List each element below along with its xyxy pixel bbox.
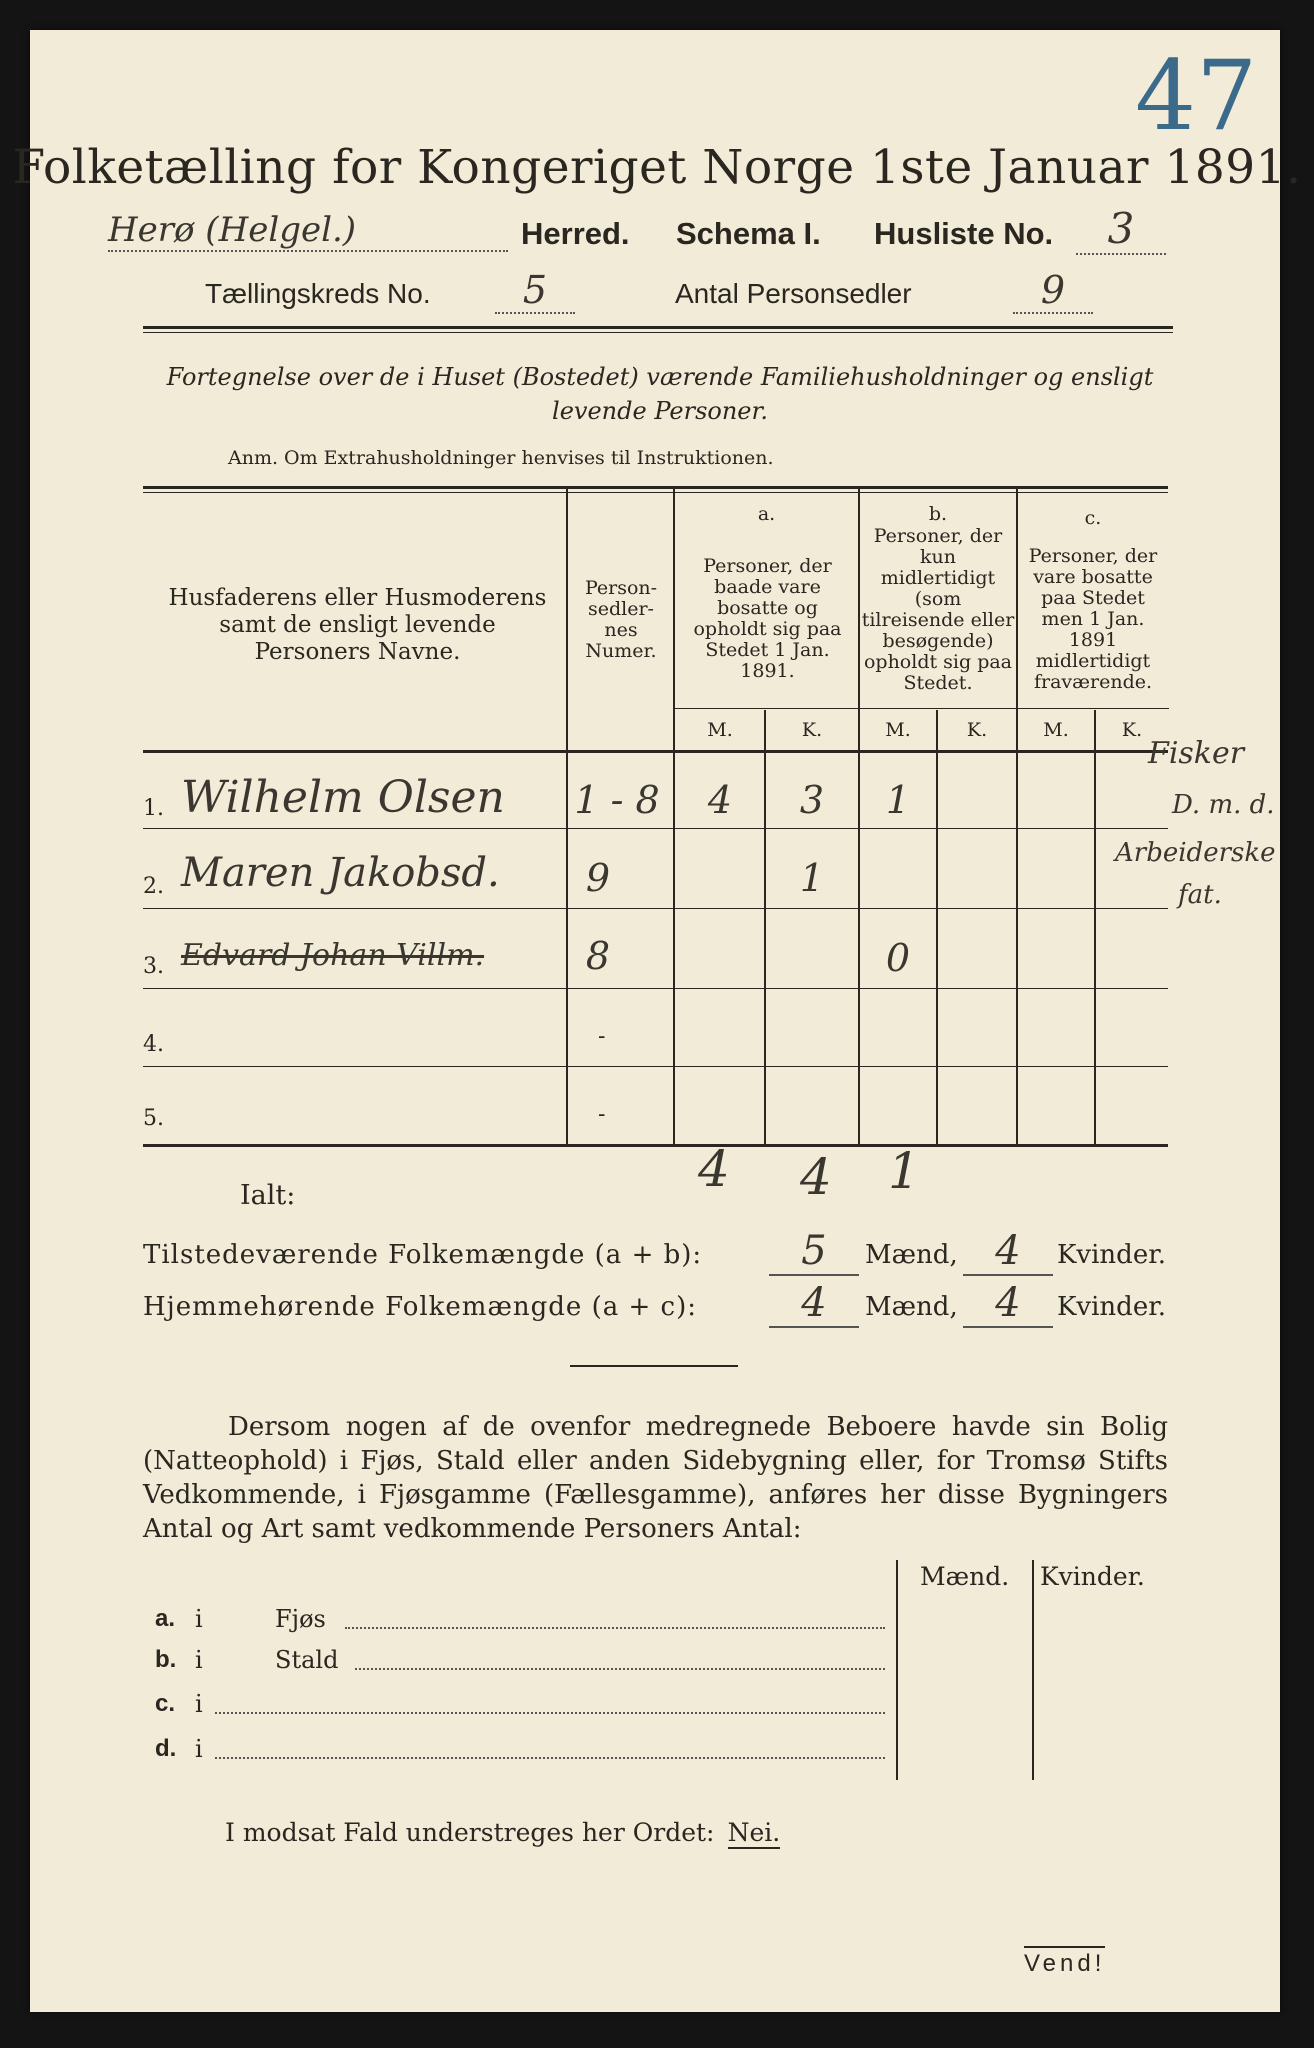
building-label: Stald [275,1646,339,1674]
vend-label: Vend! [1024,1946,1105,1978]
table-row [143,928,1168,988]
herred-line [108,204,1178,260]
hjemme-maend: Mænd, [865,1292,958,1322]
building-letter: b. [155,1646,177,1673]
modsat-word: Nei. [727,1818,781,1847]
tilstede-maend: Mænd, [865,1240,958,1270]
tilstede-k: 4 [963,1228,1053,1276]
hjemme-k: 4 [963,1280,1053,1328]
building-i: i [195,1690,203,1718]
table-top-border-2 [143,492,1168,493]
table-row [143,848,1168,908]
intro-text: Fortegnelse over de i Huset (Bostedet) værende Familiehusholdninger og ensligt levende Personer. [166,363,1154,425]
tilstede-m: 5 [769,1228,859,1276]
building-row [155,1646,890,1682]
building-letter: c. [155,1690,176,1717]
table-bottom-border [143,1144,1168,1147]
header-bottom-border [143,750,1168,753]
col-c-m: M. [1043,719,1069,741]
col-b-letter: b. [928,503,948,525]
table-row [143,1086,1168,1144]
kreds-line [205,268,1105,318]
tilstede-label: Tilstedeværende Folkemængde (a + b): [143,1240,703,1270]
row-a-k: 1 [799,856,825,900]
row-numer: 8 [585,934,611,978]
building-label: Fjøs [275,1605,326,1633]
building-letter: d. [155,1735,177,1762]
row-b-m: 1 [885,778,911,822]
building-dotted-line [345,1627,885,1629]
buildings-col-m: Mænd. [920,1562,1010,1591]
building-i: i [195,1735,203,1763]
margin-note: Fisker [1148,736,1245,771]
antal-value: 9 [1013,268,1093,314]
kreds-value: 5 [495,268,575,314]
col-c-k: K. [1121,719,1143,741]
table-top-border [143,486,1168,489]
col-c-letter: c. [1084,507,1102,529]
table-row [143,1008,1168,1066]
row-line-4 [143,1066,1168,1067]
mk-divider [675,708,1169,709]
tilstede-kvinder: Kvinder. [1057,1240,1167,1270]
husliste-value: 3 [1076,204,1166,255]
row-number: 4. [143,1032,164,1057]
row-number: 5. [143,1106,164,1131]
building-row [155,1605,890,1641]
form-title: Folketælling for Kongeriget Norge 1ste Januar 1891. [12,140,1302,195]
building-row [155,1735,890,1771]
margin-note: fat. [1178,880,1222,910]
row-line-3 [143,988,1168,989]
row-number: 1. [143,796,164,821]
hjemme-label: Hjemmehørende Folkemængde (a + c): [143,1292,697,1322]
col-a-letter: a. [757,503,776,525]
row-name: Edvard Johan Villm. [181,938,485,973]
ialt-a-m: 4 [698,1140,730,1198]
modsat-line [225,1818,925,1858]
col-b-k: K. [966,719,988,741]
row-line-2 [143,908,1168,909]
margin-note: Arbeiderske [1115,838,1276,868]
paragraph-text: Dersom nogen af de ovenfor medregnede Beboere havde sin Bolig (Natteophold) i Fjøs, Stald eller anden Sidebygning eller, for Tromsø Stifts Vedkommende, i Fjøsgamme (Fællesgamme), anføres her disse Bygningers Antal og Art samt vedkommende Personers Antal: [143,1412,1168,1544]
page-number: 47 [1135,40,1258,152]
row-numer: - [598,1102,606,1127]
buildings-col-divider-1 [896,1560,898,1780]
col-a-m: M. [707,719,733,741]
row-numer: 1 - 8 [574,778,660,822]
col-b-m: M. [885,719,911,741]
margin-note: D. m. d. [1172,790,1275,820]
anm-note: Anm. Om Extrahusholdninger henvises til Instruktionen. [228,447,774,469]
col-numer-header: Person-sedler-nes Numer. [584,577,658,662]
hjemme-line [143,1280,1173,1328]
husliste-label: Husliste No. [874,216,1054,251]
row-numer: 9 [585,856,611,900]
table-row [143,768,1168,828]
row-name: Maren Jakobsd. [181,850,500,896]
herred-value: Herø (Helgel.) [108,210,508,252]
section-divider [570,1365,738,1367]
col-c-header: Personer, der vare bosatte paa Stedet men 1 Jan. 1891 midlertidigt fraværende. [1028,545,1158,693]
buildings-col-divider-2 [1032,1560,1034,1780]
header-divider [143,326,1173,329]
col-names-header: Husfaderens eller Husmoderens samt de ensligt levende Personers Navne. [168,585,547,665]
hjemme-m: 4 [769,1280,859,1328]
building-dotted-line [215,1712,885,1714]
building-dotted-line [215,1757,885,1759]
building-i: i [195,1605,203,1633]
header-divider-2 [143,332,1173,333]
col-a-k: K. [801,719,823,741]
row-a-m: 4 [707,778,733,822]
modsat-text: I modsat Fald understreges her Ordet: [225,1818,715,1847]
col-b-header: Personer, der kun midlertidigt (som tilreisende eller besøgende) opholdt sig paa Stedet. [861,525,1015,694]
schema-label: Schema I. [676,216,821,251]
herred-label: Herred. [521,216,630,251]
row-number: 2. [143,874,164,899]
building-dotted-line [355,1668,885,1670]
tilstede-line [143,1228,1173,1276]
kreds-label: Tællingskreds No. [205,278,431,309]
building-row [155,1690,890,1726]
ialt-b-m: 1 [888,1142,920,1200]
building-letter: a. [155,1605,176,1632]
ialt-label: Ialt: [240,1180,296,1211]
row-number: 3. [143,954,164,979]
building-i: i [195,1646,203,1674]
row-line-1 [143,828,1168,829]
ialt-a-k: 4 [800,1148,832,1206]
buildings-col-k: Kvinder. [1040,1562,1145,1591]
antal-label: Antal Personsedler [675,278,912,309]
row-numer: - [598,1024,606,1049]
row-a-k: 3 [799,778,825,822]
row-name: Wilhelm Olsen [181,772,505,823]
col-a-header: Personer, der baade vare bosatte og opholdt sig paa Stedet 1 Jan. 1891. [693,555,842,682]
hjemme-kvinder: Kvinder. [1057,1292,1167,1322]
row-b-m: 0 [885,936,911,980]
